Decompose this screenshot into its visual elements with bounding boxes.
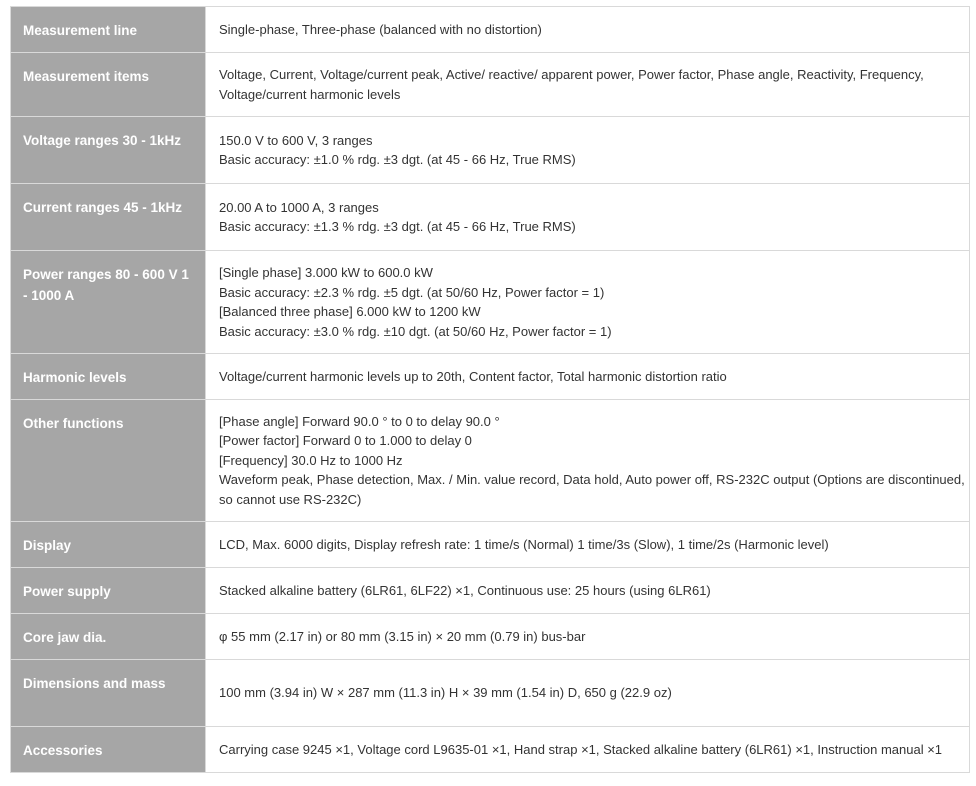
spec-label: Measurement items [23,69,150,84]
spec-value-line: Voltage/current harmonic levels up to 20th, Content factor, Total harmonic distortion ratio [219,368,727,384]
spec-value-line: [Phase angle] Forward 90.0 ° to 0 to delay 90.0 ° [219,413,500,429]
spec-value-cell [206,117,970,184]
spec-label: Other functions [23,416,124,431]
spec-value-cell [206,251,970,354]
spec-value-cell [206,727,970,773]
spec-row [11,568,970,614]
spec-row [11,7,970,53]
spec-row [11,53,970,117]
spec-value-line: 100 mm (3.94 in) W × 287 mm (11.3 in) H × 39 mm (1.54 in) D, 650 g (22.9 oz) [219,685,672,701]
spec-label: Measurement line [23,23,138,38]
spec-value-line: φ 55 mm (2.17 in) or 80 mm (3.15 in) × 20 mm (0.79 in) bus-bar [219,628,586,644]
spec-label: Current ranges 45 - 1kHz [23,200,183,215]
spec-value-line: LCD, Max. 6000 digits, Display refresh rate: 1 time/s (Normal) 1 time/3s (Slow), 1 time/2s (Harmonic level) [219,536,829,552]
spec-label-cell [11,568,206,614]
spec-label: Core jaw dia. [23,630,107,645]
spec-value-line: Voltage, Current, Voltage/current peak, Active/ reactive/ apparent power, Power factor, Phase angle, Reactivity, Frequency, [219,67,924,82]
spec-label: Power ranges 80 - 600 V 1 - 1000 A [23,267,189,303]
spec-value-cell [206,7,970,53]
spec-value-cell [206,53,970,117]
spec-label-cell [11,522,206,568]
spec-value-line: Basic accuracy: ±1.3 % rdg. ±3 dgt. (at 45 - 66 Hz, True RMS) [219,219,576,234]
spec-label-cell [11,400,206,522]
spec-row [11,727,970,773]
spec-label-cell [11,614,206,660]
spec-value-cell [206,354,970,400]
spec-label: Power supply [23,584,111,599]
spec-value-cell [206,184,970,251]
spec-value-line: Stacked alkaline battery (6LR61, 6LF22) ×1, Continuous use: 25 hours (using 6LR61) [219,582,711,598]
spec-value-line: Basic accuracy: ±1.0 % rdg. ±3 dgt. (at 45 - 66 Hz, True RMS) [219,152,576,167]
spec-label-cell [11,184,206,251]
spec-label-cell [11,660,206,727]
spec-value-cell [206,522,970,568]
spec-value-line: Carrying case 9245 ×1, Voltage cord L9635-01 ×1, Hand strap ×1, Stacked alkaline battery (6LR61) ×1, Instruction manual ×1 [219,741,943,757]
spec-label: Dimensions and mass [23,676,166,691]
spec-label: Display [23,538,72,553]
spec-value-cell [206,660,970,727]
spec-table [10,6,970,773]
spec-value-line: Basic accuracy: ±3.0 % rdg. ±10 dgt. (at 50/60 Hz, Power factor = 1) [219,323,612,339]
spec-label: Harmonic levels [23,370,127,385]
spec-label-cell [11,7,206,53]
spec-value-cell [206,568,970,614]
spec-row [11,251,970,354]
spec-table-body [11,7,970,773]
spec-label-cell [11,117,206,184]
spec-value-line: Basic accuracy: ±2.3 % rdg. ±5 dgt. (at 50/60 Hz, Power factor = 1) [219,284,605,300]
spec-value-line: Waveform peak, Phase detection, Max. / Min. value record, Data hold, Auto power off, RS-232C output (Options are discontinued, [219,472,965,488]
spec-label-cell [11,727,206,773]
spec-row [11,614,970,660]
spec-label: Voltage ranges 30 - 1kHz [23,133,182,148]
spec-value-line: so cannot use RS-232C) [219,491,362,507]
spec-value-line: [Balanced three phase] 6.000 kW to 1200 kW [219,304,481,319]
spec-row [11,400,970,522]
spec-value-line: 20.00 A to 1000 A, 3 ranges [219,199,379,215]
spec-label-cell [11,53,206,117]
spec-value-cell [206,614,970,660]
spec-row [11,522,970,568]
spec-value-cell [206,400,970,522]
spec-label-cell [11,354,206,400]
spec-value-line: Single-phase, Three-phase (balanced with no distortion) [219,21,542,37]
spec-value-line: Voltage/current harmonic levels [219,86,401,102]
spec-row [11,184,970,251]
spec-value-line: [Frequency] 30.0 Hz to 1000 Hz [219,452,403,468]
spec-row [11,660,970,727]
spec-row [11,354,970,400]
spec-row [11,117,970,184]
spec-value-line: [Single phase] 3.000 kW to 600.0 kW [219,265,433,280]
spec-value-line: 150.0 V to 600 V, 3 ranges [219,132,373,148]
spec-label-cell [11,251,206,354]
spec-label: Accessories [23,743,103,758]
spec-value-line: [Power factor] Forward 0 to 1.000 to delay 0 [219,433,472,449]
